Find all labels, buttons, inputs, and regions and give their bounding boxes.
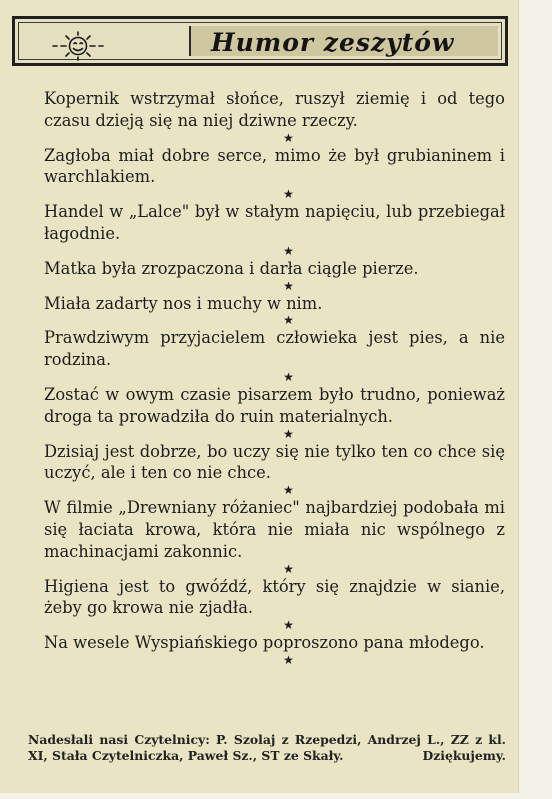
- header-frame: [18, 22, 502, 60]
- joke-item: Matka była zrozpaczona i darła ciągle pierze.: [44, 258, 419, 278]
- star-separator: ★: [283, 187, 294, 202]
- joke-item: Kopernik wstrzymał słońce, ruszył ziemię i od tego czasu dzieją się na niej dziwne rzeczy.: [44, 89, 505, 130]
- star-separator: ★: [283, 483, 294, 498]
- title-band: [189, 26, 498, 56]
- joke-item: Miała zadarty nos i muchy w nim.: [44, 293, 323, 313]
- star-separator: ★: [283, 618, 294, 633]
- joke-item: Zostać w owym czasie pisarzem było trudno, ponieważ droga ta prowadziła do ruin materialnych.: [44, 384, 505, 426]
- joke-item: Dzisiaj jest dobrze, bo uczy się nie tylko ten co chce się uczyć, ale i ten co nie chce.: [44, 441, 505, 483]
- joke-item: Na wesele Wyspiańskiego poproszono pana młodego.: [44, 633, 485, 653]
- joke-item: W filmie „Drewniany różaniec" najbardziej podobała mi się łaciata krowa, która nie miała nic wspólnego z machinacjami zakonnic.: [44, 498, 505, 561]
- reader-credits: [28, 732, 506, 763]
- joke-item: Zagłoba miał dobre serce, mimo że był grubianinem i warchlakiem.: [44, 145, 505, 187]
- star-separator: ★: [283, 561, 294, 576]
- star-separator: ★: [283, 130, 294, 145]
- star-separator: ★: [283, 278, 294, 293]
- joke-item: Prawdziwym przyjacielem człowieka jest pies, a nie rodzina.: [44, 328, 505, 370]
- star-separator: ★: [283, 243, 294, 258]
- star-separator: ★: [283, 369, 294, 384]
- thanks-text: Dziękujemy.: [422, 747, 506, 763]
- column-header: [12, 16, 508, 66]
- star-separator: ★: [283, 313, 294, 328]
- joke-item: Higiena jest to gwóźdź, który się znajdzie w sianie, żeby go krowa nie zjadła.: [44, 576, 505, 618]
- credits-text: Nadesłali nasi Czytelnicy: P. Szolaj z Rzepedzi, Andrzej L., ZZ z kl. XI, Stała Czytelniczka, Paweł Sz., ST ze Skały.: [28, 732, 506, 763]
- column-title: Humor zeszytów: [211, 28, 455, 57]
- sun-icon: [49, 31, 107, 61]
- star-separator: ★: [283, 426, 294, 441]
- joke-item: Handel w „Lalce" był w stałym napięciu, lub przebiegał łagodnie.: [44, 202, 505, 243]
- star-separator: ★: [283, 652, 294, 667]
- jokes-list: [44, 88, 505, 667]
